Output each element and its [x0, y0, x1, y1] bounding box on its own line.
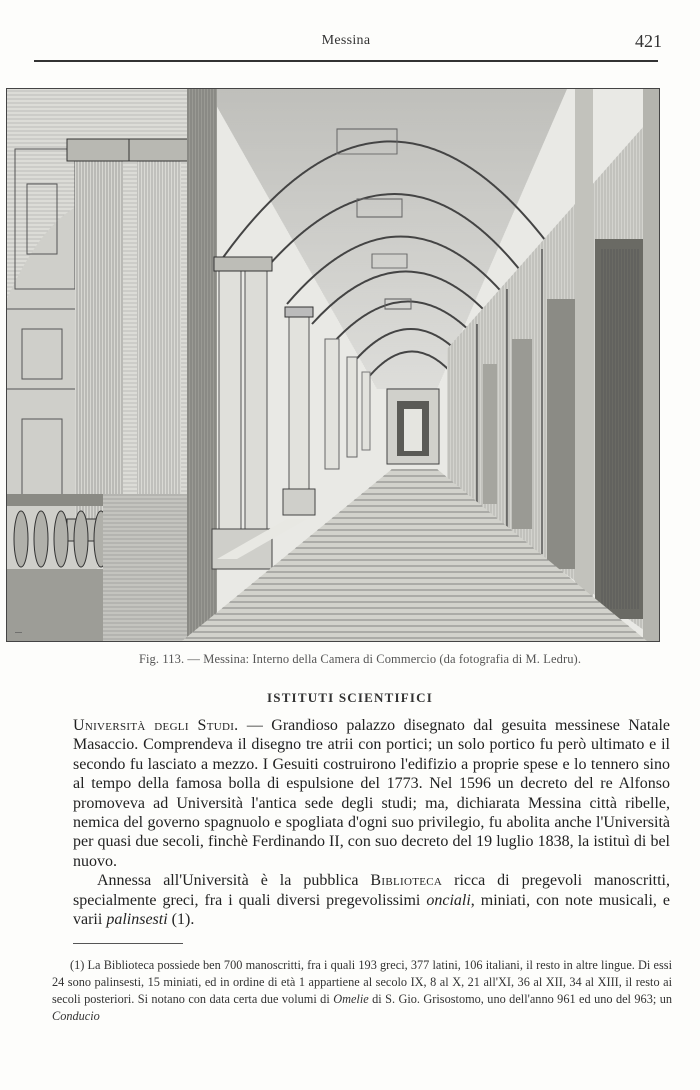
library-name: Biblioteca: [370, 872, 443, 890]
header-rule: [34, 60, 658, 62]
footnote: [52, 957, 672, 1025]
figure-caption: Fig. 113. — Messina: Interno della Camera di Commercio (da fotografia di M. Ledru).: [138, 652, 582, 666]
footnote-rule: [73, 943, 183, 944]
svg-text:—: —: [15, 629, 22, 636]
footnote-body: (1) La Biblioteca possiede ben 700 manoscritti, fra i quali 193 greci, 377 latini, 106 italiani, il resto in altre lingue. Di essi 24 sono palinsesti, 15 miniati, ed in ordine di età 1 appartiene al secolo IX, 8 al X, 21 all'XI, 36 al XII, 34 al XIII, il resto ai secoli posteriori. Si notano con data certa due volumi di: [52, 958, 672, 1006]
paragraph-text: Annessa all'Università è la pubblica: [97, 872, 371, 890]
paragraph-text: ricca di pregevoli manoscritti, specialmente greci, fra i quali diversi pregevolissimi: [73, 872, 670, 909]
footnote-body: di S. Gio. Grisostomo, uno dell'anno 961 ed uno del 963; un: [368, 992, 672, 1006]
italic-term: Omelie: [333, 992, 369, 1006]
italic-term: onciali: [426, 891, 471, 909]
engraving-figure: [6, 88, 660, 642]
arcade-engraving: [7, 89, 659, 641]
page-number: 421: [635, 31, 662, 51]
running-title: Messina: [321, 33, 371, 48]
body-text: [73, 716, 670, 929]
running-header: [34, 31, 662, 57]
footnote-text: [52, 957, 672, 1025]
paragraph-universita: [73, 716, 670, 871]
paragraph-lead: Università degli Studi.: [73, 717, 239, 734]
italic-term: Conducio: [52, 1009, 100, 1023]
section-heading: ISTITUTI SCIENTIFICI: [267, 690, 433, 705]
paragraph-text: — Grandioso palazzo disegnato dal gesuita messinese Natale Masaccio. Comprendeva il disegno tre atrii con portici; un solo portico fu però ultimato e il secondo fu lasciato a mezzo. I Gesuiti costruirono l'edifizio a proprie spese e lo tennero sino al tempo della famosa bolla di espulsione del 1773. Nel 1596 un decreto del re Alfonso promoveva ad Università l'antica sede degli studi; ma, dichiarata Messina città ribelle, nemica del governo spagnuolo e spogliata d'ogni suo privilegio, fu abolita anche l'Università per quasi due secoli, finchè Ferdinando II, con suo decreto del 19 luglio 1838, la istituì di bel nuovo.: [73, 717, 670, 870]
paragraph-text: , miniati, con note musicali, e varii: [73, 891, 670, 929]
footnote-ref: (1).: [167, 911, 195, 929]
paragraph-biblioteca: [73, 871, 670, 929]
italic-term: palinsesti: [106, 911, 168, 929]
